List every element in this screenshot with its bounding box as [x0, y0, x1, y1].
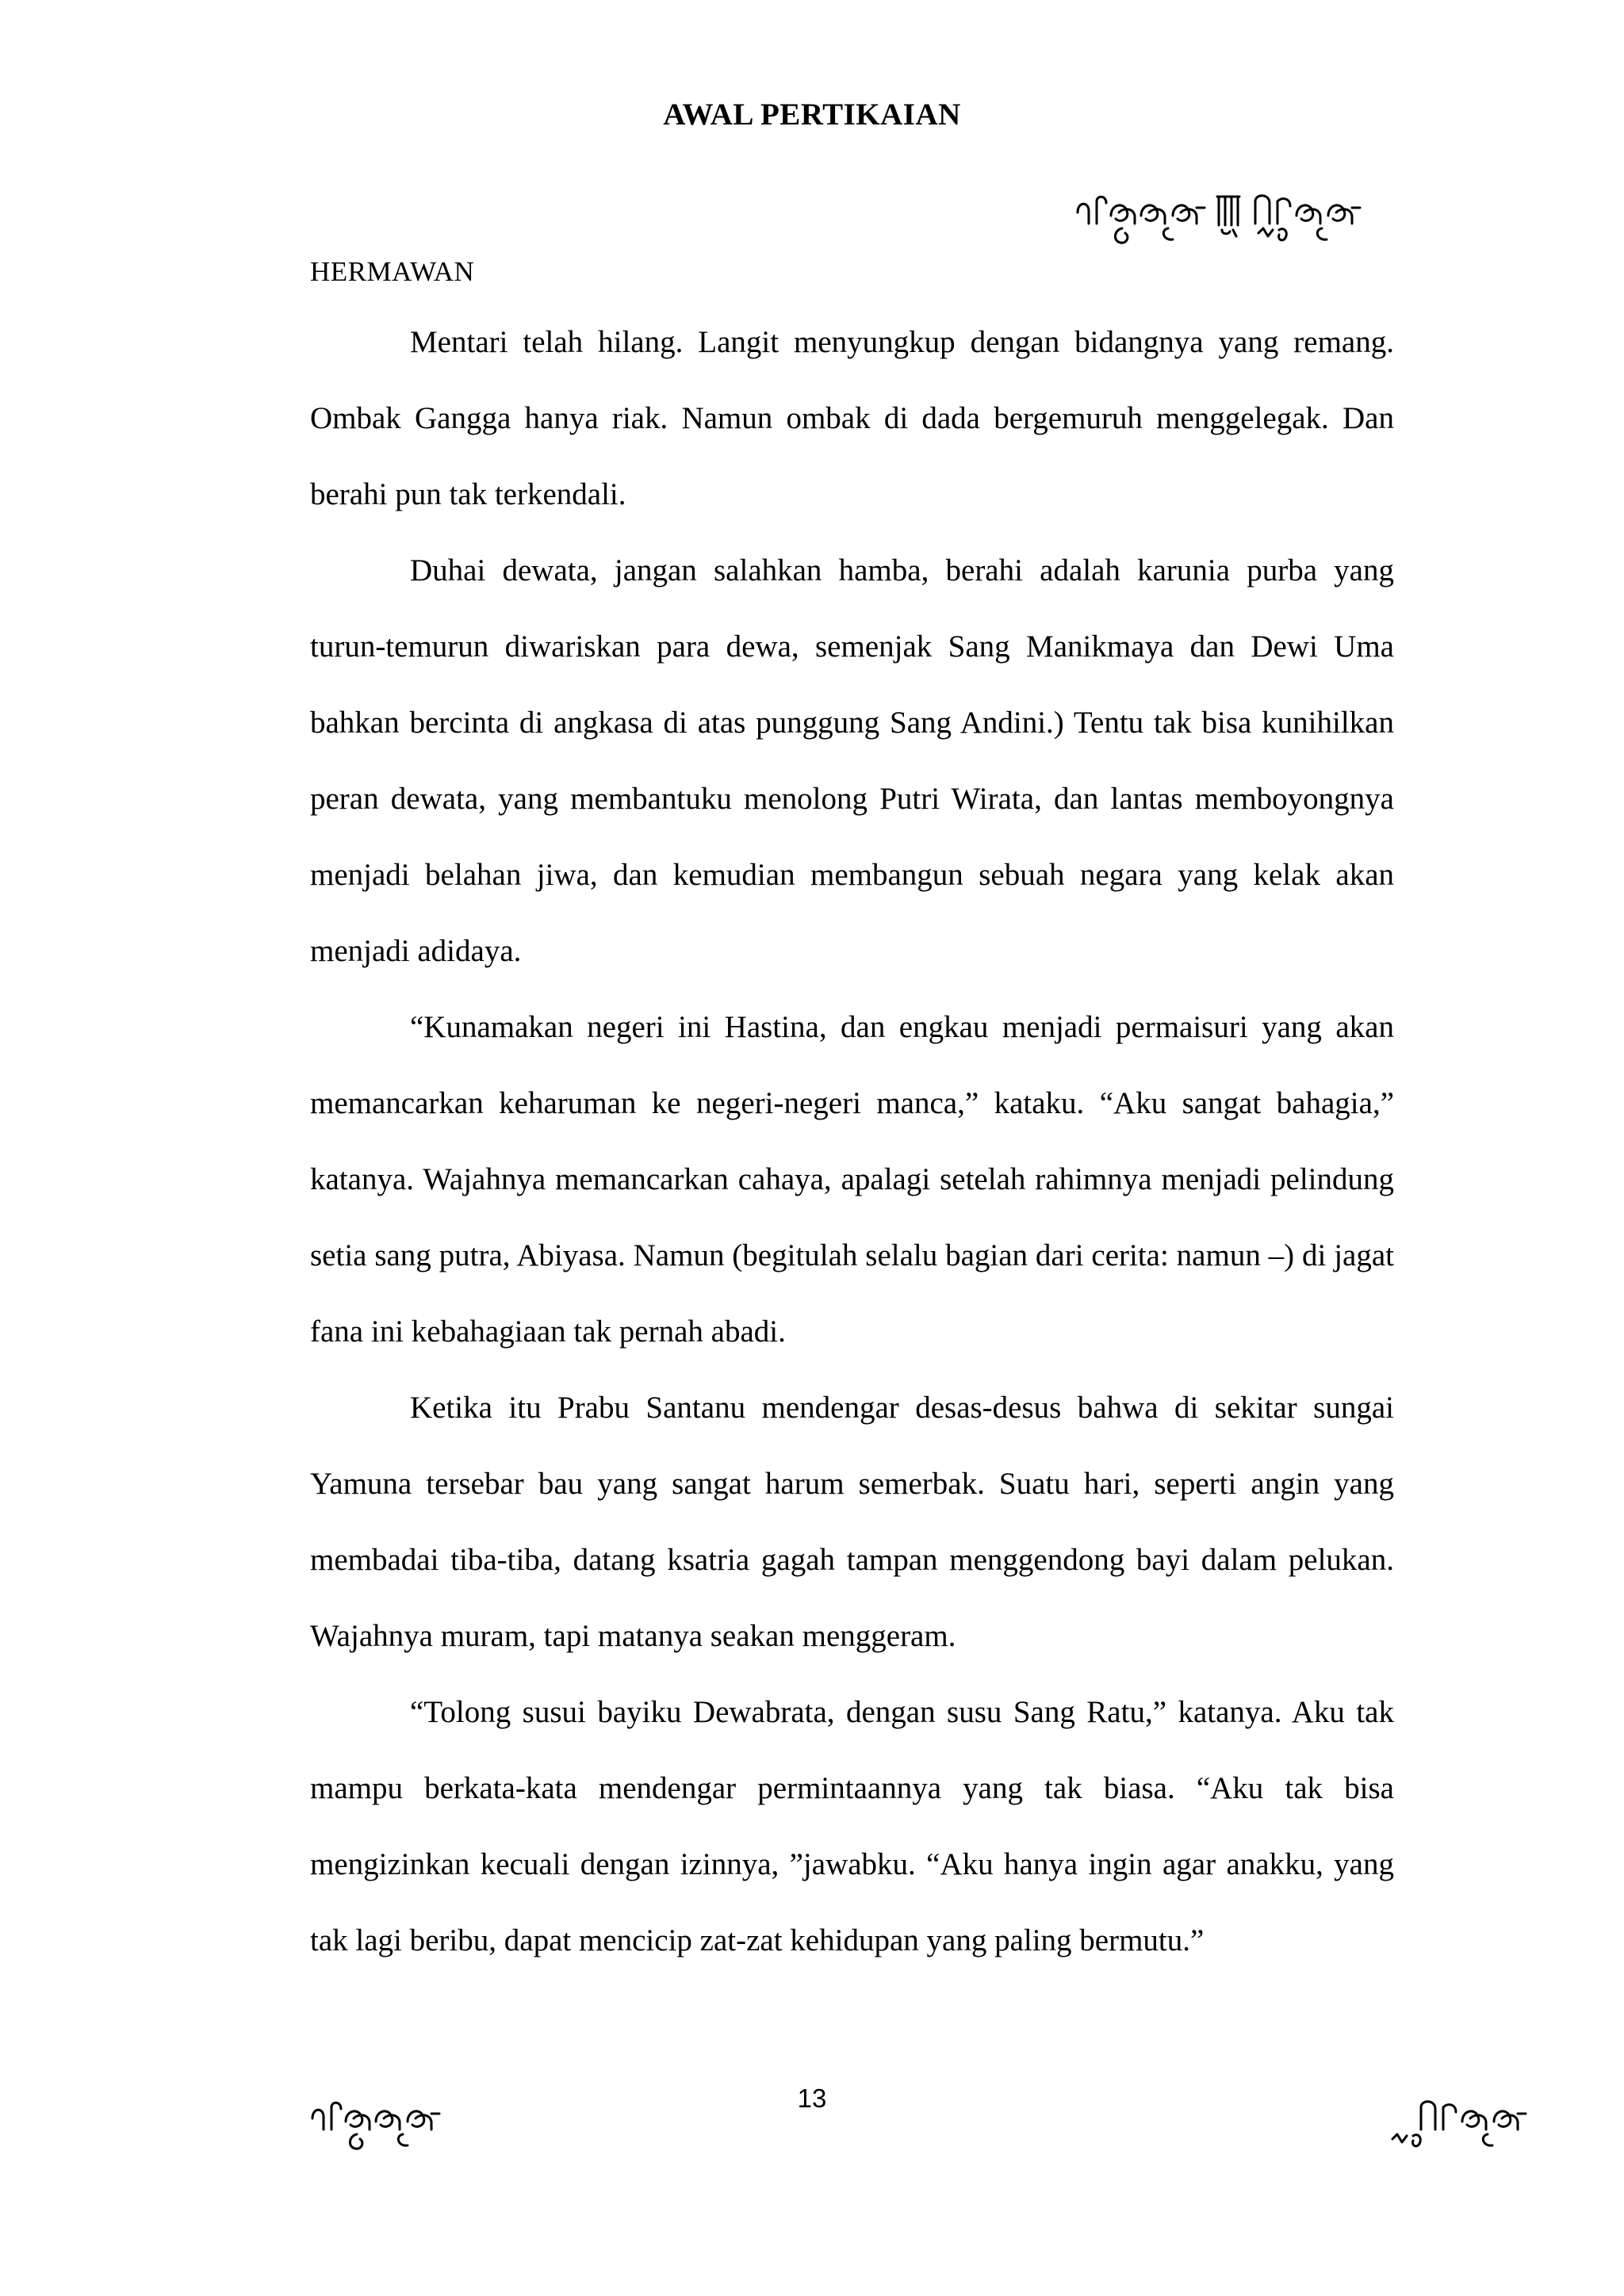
javanese-script-header: [1074, 184, 1408, 263]
paragraph: Duhai dewata, jangan salahkan hamba, berahi adalah karunia purba yang turun-temurun diwariskan para dewa, semenjak Sang Manikmaya dan Dewi Uma bahkan bercinta di angkasa di atas punggung Sang Andini.) Tentu tak bisa kunihilkan peran dewata, yang membantuku menolong Putri Wirata, dan lantas memboyongnya menjadi belahan jiwa, dan kemudian membangun sebuah negara yang kelak akan menjadi adidaya.: [310, 553, 1394, 968]
paragraph: “Kunamakan negeri ini Hastina, dan engkau menjadi permaisuri yang akan memancarkan keharuman ke negeri-negeri manca,” kataku. “Aku sangat bahagia,” katanya. Wajahnya memancarkan cahaya, apalagi setelah rahimnya menjadi pelindung setia sang putra, Abiyasa. Namun (begitulah selalu bagian dari cerita: namun –) di jagat fana ini kebahagiaan tak pernah abadi.: [310, 1010, 1394, 1349]
paragraph: Ketika itu Prabu Santanu mendengar desas-desus bahwa di sekitar sungai Yamuna tersebar bau yang sangat harum semerbak. Suatu hari, seperti angin yang membadai tiba-tiba, datang ksatria gagah tampan menggendong bayi dalam pelukan. Wajahnya muram, tapi matanya seakan menggeram.: [310, 1391, 1394, 1653]
javanese-script-footer-left: [309, 2090, 484, 2169]
page-number: 13: [797, 2084, 827, 2113]
paragraph: Mentari telah hilang. Langit menyungkup dengan bidangnya yang remang. Ombak Gangga hanya riak. Namun ombak di dada bergemuruh menggelegak. Dan berahi pun tak terkendali.: [310, 325, 1394, 511]
author-name: HERMAWAN: [310, 256, 475, 287]
paragraph: “Tolong susui bayiku Dewabrata, dengan susu Sang Ratu,” katanya. Aku tak mampu berkata-kata mendengar permintaannya yang tak biasa. “Aku tak bisa mengizinkan kecuali dengan izinnya, ”jawabku. “Aku hanya ingin agar anakku, yang tak lagi beribu, dapat mencicip zat-zat kehidupan yang paling bermutu.”: [310, 1695, 1394, 1957]
chapter-title: AWAL PERTIKAIAN: [663, 98, 961, 132]
javanese-script-footer-right: [1389, 2090, 1564, 2169]
body-text: [310, 304, 1394, 1979]
